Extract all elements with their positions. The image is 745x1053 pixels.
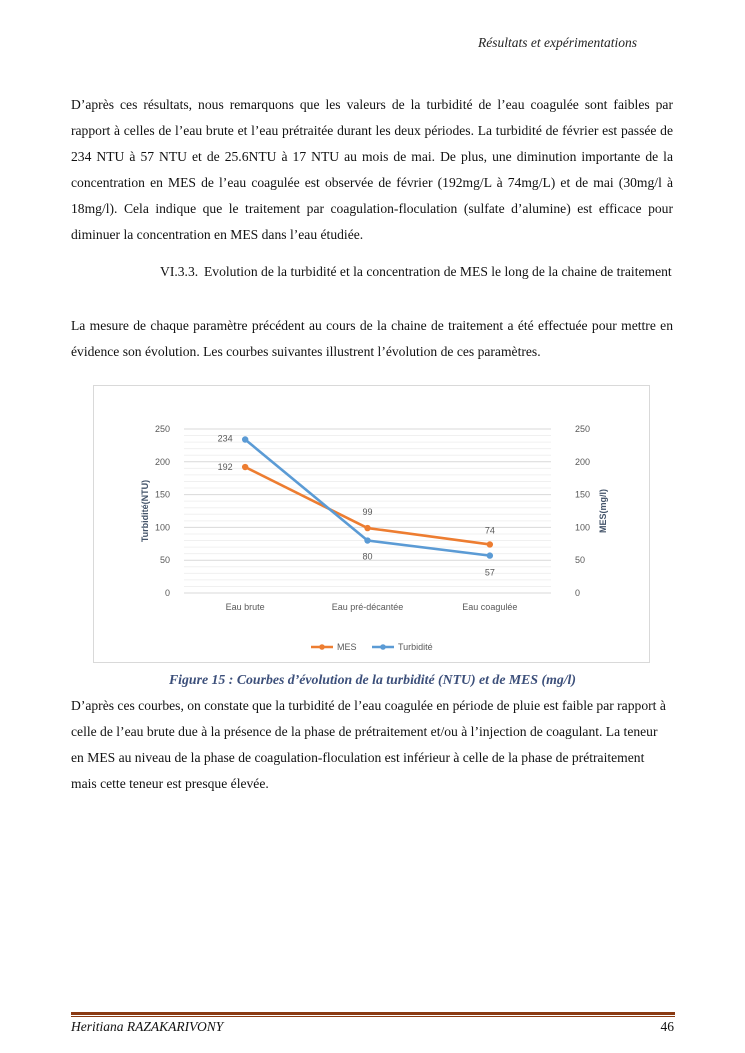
y-axis-title-right: MES(mg/l)	[598, 489, 608, 533]
page-number: 46	[660, 1019, 674, 1034]
y-tick-left: 0	[164, 588, 170, 598]
y-tick-left: 100	[154, 522, 170, 533]
data-label: 192	[217, 462, 233, 473]
y-tick-left: 150	[154, 489, 170, 500]
footer-author: Heritiana RAZAKARIVONY	[71, 1019, 224, 1034]
data-point	[487, 541, 493, 547]
data-label: 57	[484, 567, 495, 578]
y-tick-left: 50	[159, 555, 170, 566]
data-point	[364, 537, 370, 543]
y-tick-right: 150	[575, 489, 591, 500]
figure-caption: Figure 15 : Courbes d’évolution de la turbidité (NTU) et de MES (mg/l)	[168, 672, 576, 687]
y-tick-right: 200	[575, 456, 591, 467]
paragraph-analysis: D’après ces courbes, on constate que la turbidité de l’eau coagulée en période de pluie est faible par rapport à celle de l’eau brute due à la présence de la phase de prétraitement et/ou à l’injection de coagulant. La teneur en MES au niveau de la phase de coagulation-floculation est inférieur à celle de la phase de prétraitement mais cette teneur est presque élevée.	[71, 698, 666, 791]
x-tick-label: Eau coagulée	[462, 602, 518, 612]
paragraph-results: D’après ces résultats, nous remarquons que les valeurs de la turbidité de l’eau coagulée sont faibles par rapport à celles de l’eau brute et l’eau prétraitée durant les deux périodes. La turbidité de février est passée de 234 NTU à 57 NTU et de 25.6NTU à 17 NTU au mois de mai. De plus, une diminution importante de la concentration en MES de l’eau coagulée est observée de février (192mg/L à 74mg/L) et de mai (30mg/l à 18mg/l). Cela indique que le traitement par coagulation-floculation (sulfate d’alumine) est efficace pour diminuer la concentration en MES dans l’eau étudiée.	[71, 97, 673, 242]
section-number: VI.3.3.	[160, 264, 199, 279]
y-tick-left: 200	[154, 456, 170, 467]
footer-divider-thin	[71, 1016, 675, 1017]
y-tick-right: 100	[575, 522, 591, 533]
y-axis-title-left: Turbidité(NTU)	[140, 479, 150, 543]
line-chart	[94, 386, 651, 664]
y-tick-right: 250	[575, 424, 591, 434]
legend-label: Turbidité	[398, 642, 433, 652]
legend-marker	[380, 644, 386, 650]
data-label: 74	[484, 525, 495, 536]
y-tick-right: 0	[575, 588, 581, 598]
section-heading	[160, 263, 673, 281]
data-point	[487, 552, 493, 558]
data-label: 99	[362, 507, 373, 518]
data-point	[364, 525, 370, 531]
footer-divider	[71, 1012, 675, 1015]
data-label: 234	[217, 433, 233, 444]
data-point	[242, 436, 248, 442]
data-label: 80	[362, 551, 373, 562]
y-tick-right: 50	[575, 555, 586, 566]
data-point	[242, 464, 248, 470]
chart-container	[93, 385, 650, 663]
series-line-mes	[245, 467, 490, 544]
section-title: Evolution de la turbidité et la concentration de MES le long de la chaine de traitement	[204, 264, 672, 279]
legend-label: MES	[337, 642, 357, 652]
paragraph-intro: La mesure de chaque paramètre précédent au cours de la chaine de traitement a été effectuée pour mettre en évidence son évolution. Les courbes suivantes illustrent l’évolution de ces paramètres.	[71, 318, 673, 359]
x-tick-label: Eau brute	[225, 602, 265, 612]
y-tick-left: 250	[154, 424, 170, 434]
legend-marker	[319, 644, 325, 650]
running-header: Résultats et expérimentations	[478, 35, 637, 50]
x-tick-label: Eau pré-décantée	[331, 602, 404, 612]
